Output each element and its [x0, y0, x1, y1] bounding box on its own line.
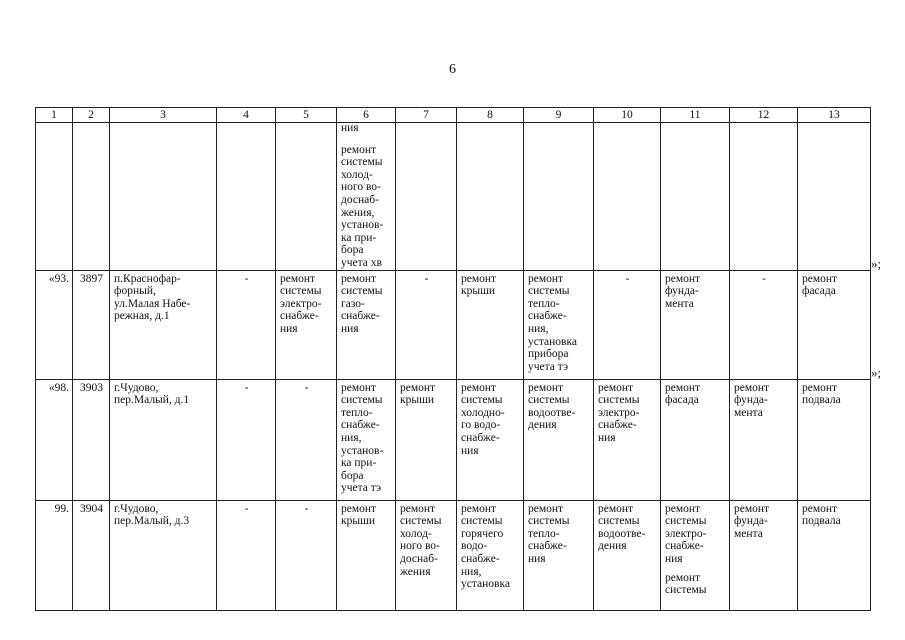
cell-line: системы — [528, 394, 570, 407]
cell-line: г.Чудово, — [114, 381, 159, 394]
cell-line: ремонт — [341, 502, 377, 515]
table-cell — [661, 500, 730, 610]
cell-line: системы — [461, 394, 503, 407]
cell-line: доснаб- — [341, 193, 379, 206]
header-cell: 6 — [337, 108, 396, 123]
table-cell — [337, 379, 396, 500]
header-cell: 4 — [217, 108, 276, 123]
cell-line: ремонт — [461, 272, 497, 285]
table-cell — [524, 379, 594, 500]
table-cell — [110, 270, 217, 379]
cell-line: холод- — [400, 527, 432, 540]
table-cell — [276, 123, 337, 271]
cell-line: ка при- — [341, 457, 377, 470]
table-cell — [524, 123, 594, 271]
table-cell — [337, 123, 396, 271]
table-cell — [457, 123, 524, 271]
cell-line: ул.Малая Набе- — [114, 297, 191, 310]
cell-line: фунда- — [665, 285, 699, 298]
table-cell — [217, 123, 276, 271]
cell-line: дения — [598, 540, 627, 553]
header-cell: 9 — [524, 108, 594, 123]
cell-line: учета хв — [341, 256, 382, 269]
cell-line: ремонт — [280, 272, 316, 285]
table-cell — [457, 270, 524, 379]
cell-line: прибора — [528, 348, 569, 361]
cell-line: ния — [341, 322, 359, 335]
table-cell — [276, 270, 337, 379]
cell-line: газо- — [341, 297, 365, 310]
cell-line: холод- — [341, 168, 373, 181]
cell-line: системы — [598, 515, 640, 528]
page-number: 6 — [449, 62, 456, 77]
cell-line: системы — [400, 515, 442, 528]
cell-line: ремонт — [802, 272, 838, 285]
table-cell: 99. — [36, 500, 73, 610]
cell-line: снабже- — [341, 310, 380, 323]
cell-line: системы — [341, 394, 383, 407]
header-cell: 11 — [661, 108, 730, 123]
table-cell — [276, 379, 337, 500]
cell-line: ремонт — [665, 502, 701, 515]
table-cell — [396, 500, 457, 610]
cell-line: ния — [461, 444, 479, 457]
table-cell — [798, 500, 871, 610]
cell-line: ного во- — [400, 540, 440, 553]
table-cell — [110, 123, 217, 271]
cell-line: пер.Малый, д.3 — [114, 515, 190, 528]
cell-line: установ- — [341, 219, 384, 232]
cell-line: ремонт — [528, 272, 564, 285]
cell-line: ремонт — [734, 381, 770, 394]
cell-line: установка — [528, 335, 577, 348]
cell-line: ния — [280, 322, 298, 335]
table-cell: 3903 — [73, 379, 110, 500]
cell-line: системы — [280, 285, 322, 298]
cell-line: водоотве- — [598, 527, 646, 540]
cell-line: ния — [665, 552, 683, 565]
cell-line: - — [762, 272, 766, 285]
cell-line: форный, — [114, 285, 156, 298]
cell-line: ремонт — [802, 502, 838, 515]
cell-line: системы — [461, 515, 503, 528]
cell-line: фунда- — [734, 394, 768, 407]
table-cell — [337, 500, 396, 610]
cell-line: жения, — [341, 206, 375, 219]
table-cell: 3904 — [73, 500, 110, 610]
cell-line: крыши — [341, 515, 376, 528]
header-cell: 8 — [457, 108, 524, 123]
cell-line: - — [304, 502, 309, 515]
cell-line: снабже- — [461, 552, 500, 565]
row-closing-quote: »; — [871, 365, 882, 380]
header-cell: 3 — [110, 108, 217, 123]
table-cell — [594, 123, 661, 271]
cell-line: г.Чудово, — [114, 502, 159, 515]
cell-line: системы — [665, 515, 707, 528]
table-cell — [798, 379, 871, 500]
table-cell — [661, 270, 730, 379]
cell-line: электро- — [280, 297, 322, 310]
cell-line: ремонт — [341, 143, 377, 156]
cell-line: ремонт — [598, 502, 634, 515]
table-cell: - — [217, 270, 276, 379]
cell-line: ния, — [341, 431, 362, 444]
cell-line: крыши — [400, 394, 435, 407]
cell-line: ка при- — [341, 231, 377, 244]
cell-line: снабже- — [598, 419, 637, 432]
cell-line: электро- — [598, 406, 640, 419]
table-cell — [396, 270, 457, 379]
cell-line: установка — [461, 578, 510, 591]
table-cell — [73, 123, 110, 271]
table-cell: «93. — [36, 270, 73, 379]
cell-line: водоотве- — [528, 406, 576, 419]
cell-line: фунда- — [734, 515, 768, 528]
header-cell: 5 — [276, 108, 337, 123]
cell-line: горячего — [461, 527, 504, 540]
row-closing-quote: »; — [871, 256, 882, 271]
cell-line: снабже- — [528, 310, 567, 323]
cell-line: ремонт — [598, 381, 634, 394]
cell-line: мента — [734, 527, 763, 540]
table-row — [36, 270, 871, 379]
header-cell: 13 — [798, 108, 871, 123]
cell-line: учета тэ — [341, 482, 382, 495]
cell-line: холодно- — [461, 406, 505, 419]
cell-line: системы — [528, 515, 570, 528]
cell-line: электро- — [665, 527, 707, 540]
table-row — [36, 500, 871, 610]
cell-line: тепло- — [528, 527, 560, 540]
table-cell — [524, 270, 594, 379]
cell-line: фасада — [802, 285, 836, 298]
header-cell: 2 — [73, 108, 110, 123]
cell-line: фасада — [665, 394, 699, 407]
table-cell — [661, 123, 730, 271]
table-row — [36, 379, 871, 500]
cell-line: снабже- — [341, 419, 380, 432]
table-cell — [337, 270, 396, 379]
header-cell: 10 — [594, 108, 661, 123]
table-cell — [730, 270, 798, 379]
table-cell — [396, 123, 457, 271]
cell-line: системы — [528, 285, 570, 298]
cell-line: снабже- — [461, 431, 500, 444]
table-cell — [730, 500, 798, 610]
cell-line: ния — [528, 552, 546, 565]
cell-line: ремонт — [802, 381, 838, 394]
table-cell — [661, 379, 730, 500]
cell-line: ремонт — [461, 381, 497, 394]
table-cell — [798, 123, 871, 271]
cell-line: снабже- — [528, 540, 567, 553]
table-cell: «98. — [36, 379, 73, 500]
cell-line: ремонт — [665, 571, 701, 584]
header-cell: 12 — [730, 108, 798, 123]
cell-line: ния, — [528, 322, 549, 335]
cell-line: бора — [341, 469, 364, 482]
cell-line: подвала — [802, 394, 841, 407]
table-cell — [457, 379, 524, 500]
cell-line: ремонт — [400, 502, 436, 515]
cell-line: бора — [341, 244, 364, 257]
table-cell — [730, 123, 798, 271]
cell-line: ного во- — [341, 181, 381, 194]
cell-line: п.Краснофар- — [114, 272, 181, 285]
cell-line: пер.Малый, д.1 — [114, 394, 190, 407]
table-cell — [110, 500, 217, 610]
cell-line: режная, д.1 — [114, 310, 170, 323]
cell-line: - — [424, 272, 429, 285]
table-cell — [457, 500, 524, 610]
cell-line: ремонт — [341, 272, 377, 285]
cell-line: ремонт — [734, 502, 770, 515]
cell-line: крыши — [461, 285, 496, 298]
cell-line: ремонт — [341, 381, 377, 394]
cell-line: ремонт — [528, 381, 564, 394]
cell-line: системы — [598, 394, 640, 407]
cell-line: подвала — [802, 515, 841, 528]
cell-line: тепло- — [341, 406, 373, 419]
cell-line: мента — [665, 297, 694, 310]
cell-line: ния — [598, 431, 616, 444]
cell-line: снабже- — [280, 310, 319, 323]
table-cell — [730, 379, 798, 500]
cell-line: ремонт — [528, 502, 564, 515]
table-row — [36, 123, 871, 271]
cell-line: системы — [665, 584, 707, 597]
cell-line: ния — [341, 122, 359, 134]
table-cell: - — [217, 500, 276, 610]
table-cell: - — [217, 379, 276, 500]
table-cell: - — [594, 270, 661, 379]
cell-line: жения — [400, 565, 431, 578]
cell-line: ремонт — [665, 272, 701, 285]
cell-line: ния, — [461, 565, 482, 578]
table-cell — [36, 123, 73, 271]
repair-schedule-table — [35, 107, 871, 611]
header-cell: 1 — [36, 108, 73, 123]
table-cell — [524, 500, 594, 610]
header-cell: 7 — [396, 108, 457, 123]
cell-line: учета тэ — [528, 360, 569, 373]
column-number-header — [36, 108, 871, 123]
cell-line: мента — [734, 406, 763, 419]
table-cell — [594, 379, 661, 500]
cell-line: системы — [341, 156, 383, 169]
cell-line: установ- — [341, 444, 384, 457]
cell-line: го водо- — [461, 419, 501, 432]
cell-line: - — [304, 381, 309, 394]
cell-line: системы — [341, 285, 383, 298]
table-cell — [594, 500, 661, 610]
cell-line: водо- — [461, 540, 488, 553]
cell-line: дения — [528, 419, 557, 432]
cell-line: ремонт — [665, 381, 701, 394]
cell-line: тепло- — [528, 297, 560, 310]
cell-line: ремонт — [461, 502, 497, 515]
cell-line: ремонт — [400, 381, 436, 394]
table-cell — [396, 379, 457, 500]
table-cell: 3897 — [73, 270, 110, 379]
cell-line: доснаб- — [400, 552, 438, 565]
cell-gap — [341, 135, 392, 144]
table-cell — [798, 270, 871, 379]
cell-line: снабже- — [665, 540, 704, 553]
table-cell — [276, 500, 337, 610]
table-cell — [110, 379, 217, 500]
